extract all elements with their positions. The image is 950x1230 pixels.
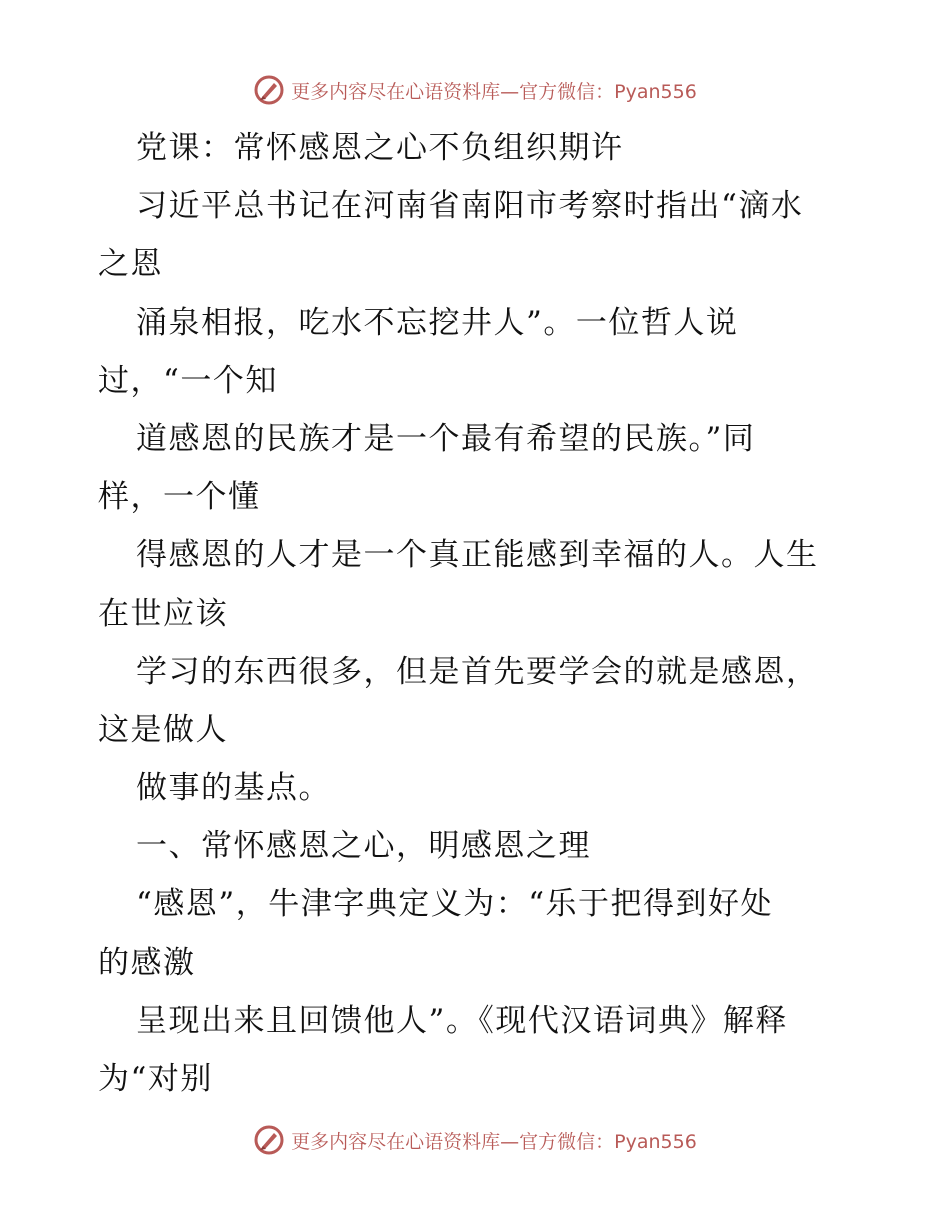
watermark-text: 更多内容尽在心语资料库—官方微信：Pyan556 — [291, 1130, 697, 1153]
watermark-header — [0, 70, 950, 110]
text-line: 学习的东西很多，但是首先要学会的就是感恩， — [136, 653, 819, 690]
text-line: 呈现出来且回馈他人”。《现代汉语词典》解释 — [136, 1002, 788, 1039]
pen-logo-icon — [253, 1124, 285, 1156]
text-line: 之恩 — [98, 246, 163, 283]
text-line: 道感恩的民族才是一个最有希望的民族。”同 — [136, 420, 756, 457]
text-line: 得感恩的人才是一个真正能感到幸福的人。人生 — [136, 537, 819, 574]
watermark-footer — [0, 1120, 950, 1160]
text-line: 涌泉相报，吃水不忘挖井人”。一位哲人说 — [136, 304, 739, 341]
text-line: “感恩”，牛津字典定义为：“乐于把得到好处 — [136, 886, 774, 923]
document-body — [98, 119, 858, 1108]
text-line: 这是做人 — [98, 711, 228, 748]
watermark-text: 更多内容尽在心语资料库—官方微信：Pyan556 — [291, 80, 697, 103]
text-line: 过，“一个知 — [98, 362, 278, 399]
text-line: 的感激 — [98, 944, 196, 981]
text-line: 习近平总书记在河南省南阳市考察时指出“滴水 — [136, 188, 804, 225]
text-line: 党课：常怀感恩之心不负组织期许 — [136, 130, 624, 166]
text-line: 一、常怀感恩之心，明感恩之理 — [136, 828, 591, 865]
text-line: 做事的基点。 — [136, 770, 331, 807]
text-line: 在世应该 — [98, 595, 228, 632]
pen-logo-icon — [253, 74, 285, 106]
text-line: 样，一个懂 — [98, 479, 261, 516]
text-line: 为“对别 — [98, 1061, 213, 1097]
